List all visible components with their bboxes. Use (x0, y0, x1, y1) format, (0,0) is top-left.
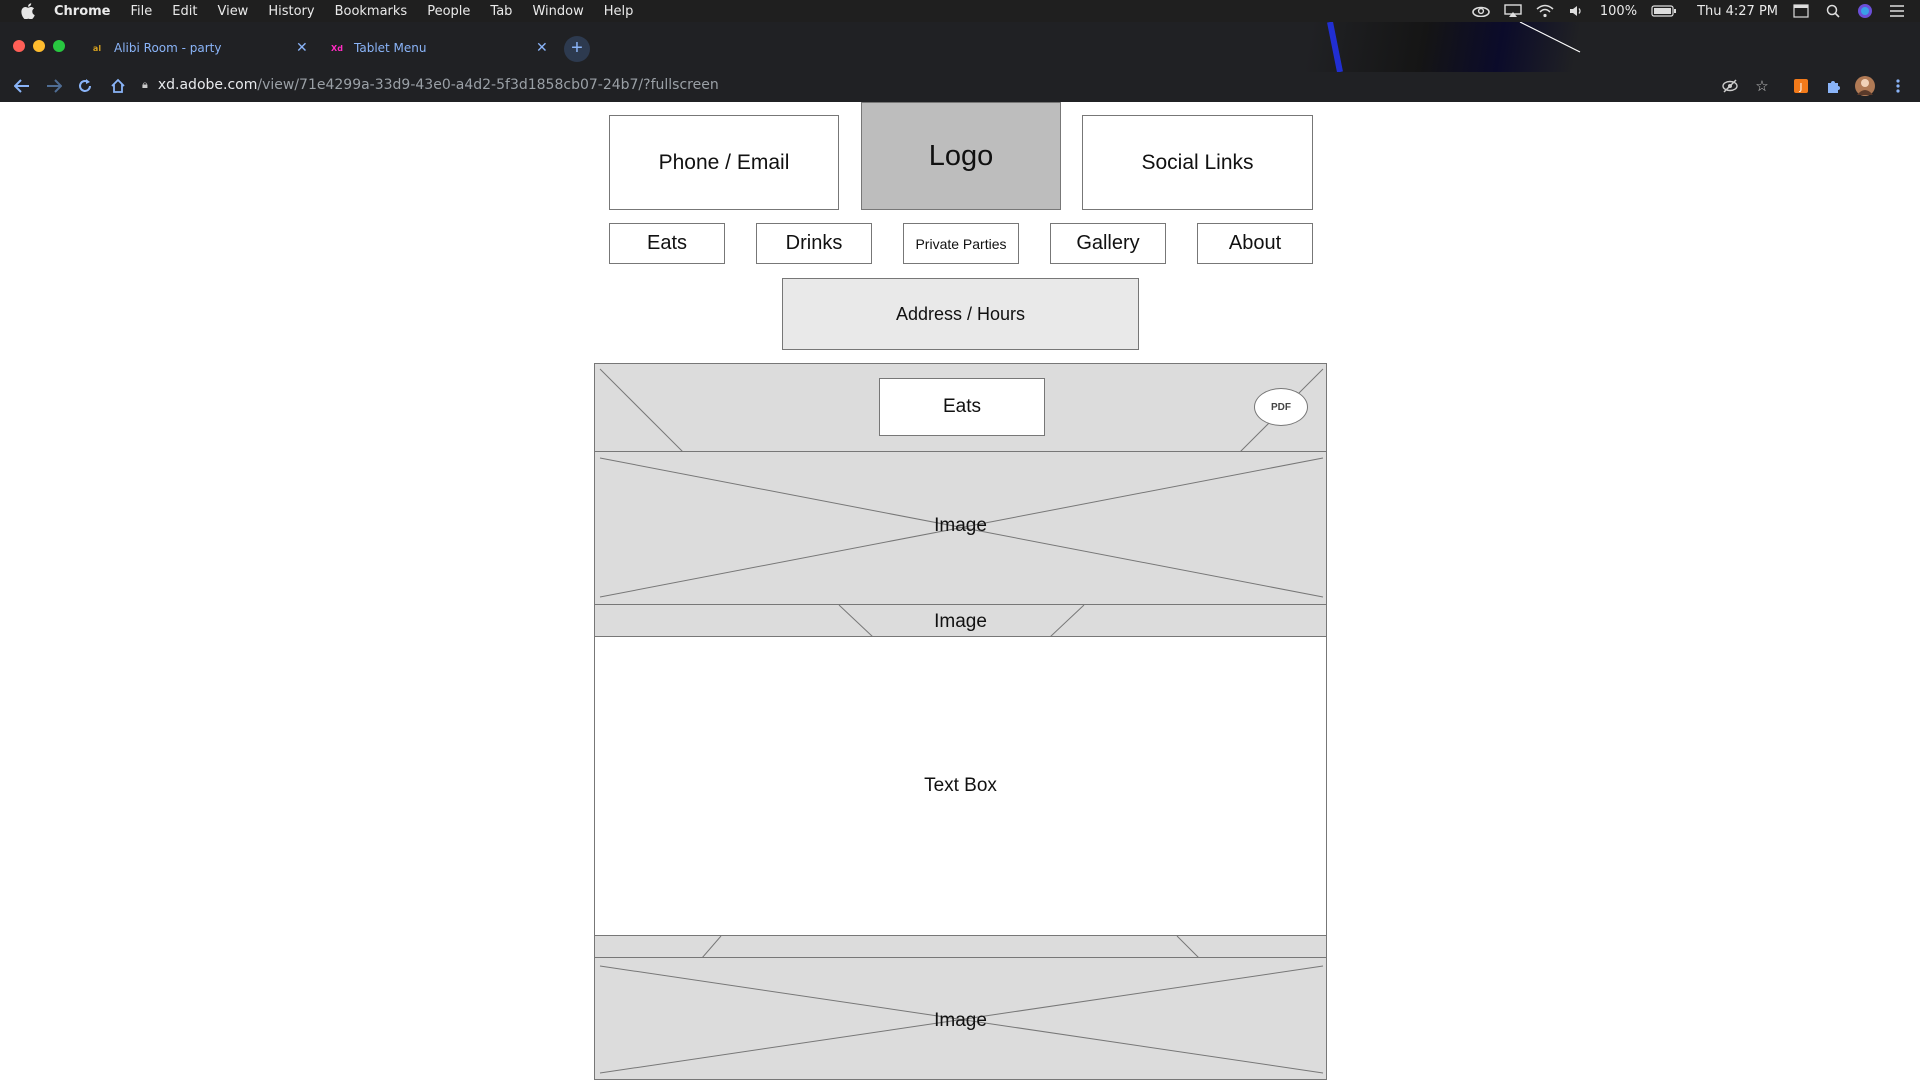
alibi-favicon-icon: al (92, 43, 102, 53)
image-3-label: Image (934, 1010, 987, 1031)
menu-history[interactable]: History (268, 3, 315, 19)
nav-about-label: About (1228, 232, 1282, 254)
address-hours-label: Address / Hours (895, 303, 1026, 324)
siri-icon[interactable] (1856, 4, 1874, 18)
spotlight-search-icon[interactable] (1824, 4, 1842, 18)
extensions-puzzle-icon[interactable] (1821, 74, 1845, 98)
airplay-icon[interactable] (1504, 4, 1522, 18)
image-placeholder-2 (595, 605, 1326, 637)
battery-icon[interactable] (1651, 4, 1677, 18)
menu-clock[interactable]: Thu 4:27 PM (1697, 3, 1778, 19)
logo-box[interactable] (861, 102, 1061, 210)
menu-help[interactable]: Help (603, 3, 634, 19)
menu-file[interactable]: File (130, 3, 153, 19)
section-title-box[interactable] (879, 378, 1045, 436)
logo-label: Logo (928, 139, 994, 172)
section-title-label: Eats (942, 396, 982, 417)
bookmark-star-icon[interactable]: ☆ (1755, 78, 1769, 95)
contact-box[interactable] (609, 115, 839, 210)
svg-text:J: J (1799, 82, 1803, 93)
text-box-label: Text Box (924, 775, 997, 796)
divider-strip-lines (595, 936, 1327, 958)
nav-drinks-label: Drinks (785, 232, 843, 254)
eye-slash-icon[interactable] (1718, 74, 1742, 98)
creative-cloud-icon[interactable] (1472, 4, 1490, 18)
tab-title: Tablet Menu (354, 41, 427, 55)
window-zoom-button[interactable] (53, 40, 65, 52)
calendar-widget-icon[interactable] (1792, 4, 1810, 18)
apple-menu-icon[interactable] (18, 0, 38, 22)
tab-tablet-menu[interactable] (330, 34, 550, 62)
image-2-label: Image (934, 611, 987, 632)
wifi-icon[interactable] (1536, 4, 1554, 18)
xd-favicon-icon: Xd (331, 43, 343, 53)
window-minimize-button[interactable] (33, 40, 45, 52)
nav-private-parties-label: Private Parties (915, 235, 1007, 252)
eats-section-panel (594, 363, 1327, 1080)
contact-label: Phone / Email (658, 150, 790, 174)
social-links-box[interactable] (1082, 115, 1313, 210)
menu-window[interactable]: Window (532, 3, 584, 19)
forward-arrow-icon[interactable] (42, 74, 66, 98)
back-arrow-icon[interactable] (10, 74, 34, 98)
profile-avatar[interactable] (1853, 74, 1877, 98)
tab-close-icon[interactable]: ✕ (296, 40, 308, 56)
nav-eats-label: Eats (646, 232, 688, 254)
menu-tab[interactable]: Tab (490, 3, 513, 19)
tab-title: Alibi Room - party (114, 41, 222, 55)
reload-icon[interactable] (73, 74, 97, 98)
text-box-placeholder[interactable] (595, 637, 1326, 936)
notification-center-icon[interactable] (1888, 4, 1906, 18)
image-placeholder-3 (595, 958, 1326, 1080)
battery-percent: 100% (1599, 3, 1638, 19)
pdf-download-button[interactable] (1254, 388, 1308, 426)
menu-app-name[interactable]: Chrome (54, 3, 111, 19)
address-hours-box[interactable] (782, 278, 1139, 350)
divider-strip (595, 936, 1326, 958)
tab-alibi-room[interactable] (90, 34, 310, 62)
nav-gallery-label: Gallery (1076, 232, 1140, 254)
menu-edit[interactable]: Edit (172, 3, 198, 19)
social-links-label: Social Links (1141, 150, 1254, 174)
nav-about-button[interactable] (1197, 223, 1313, 264)
macos-menu-bar (0, 0, 1920, 22)
address-bar[interactable] (142, 72, 1742, 98)
menu-people[interactable]: People (427, 3, 471, 19)
url-host: xd.adobe.com (157, 77, 258, 93)
lock-icon[interactable]: 🔒︎ (142, 78, 148, 91)
volume-icon[interactable] (1568, 4, 1586, 18)
new-tab-button[interactable]: + (564, 36, 590, 62)
nav-drinks-button[interactable] (756, 223, 872, 264)
image-1-label: Image (934, 515, 987, 536)
image-placeholder-1 (595, 452, 1326, 605)
nav-eats-button[interactable] (609, 223, 725, 264)
nav-gallery-button[interactable] (1050, 223, 1166, 264)
window-close-button[interactable] (13, 40, 25, 52)
menu-view[interactable]: View (217, 3, 249, 19)
home-icon[interactable] (106, 74, 130, 98)
tab-close-icon[interactable]: ✕ (536, 40, 548, 56)
menu-bookmarks[interactable]: Bookmarks (334, 3, 408, 19)
url-path: /view/71e4299a-33d9-43e0-a4d2-5f3d1858cb07-24b7/?fullscreen (257, 77, 719, 93)
pdf-label: PDF (1271, 401, 1291, 413)
chrome-menu-kebab-icon[interactable] (1886, 74, 1910, 98)
nav-private-parties-button[interactable] (903, 223, 1019, 264)
extension-orange-icon[interactable] (1789, 74, 1813, 98)
